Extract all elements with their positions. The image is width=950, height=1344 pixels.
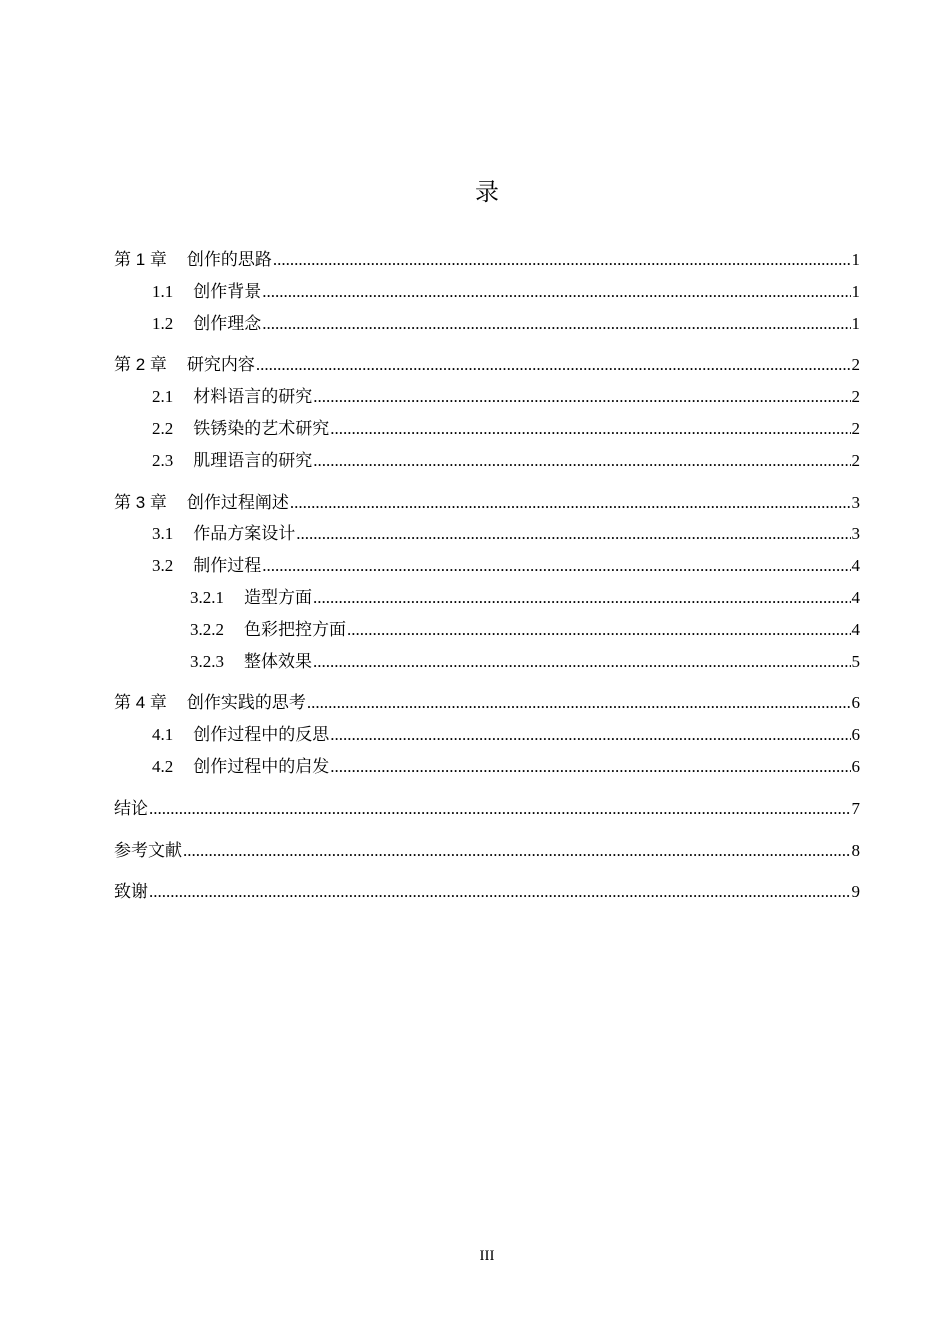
toc-entry-number: 第 4 章 [114,693,167,713]
toc-dot-leader [330,719,850,751]
toc-entry-page: 8 [851,840,860,860]
toc-entry-label: 肌理语言的研究 [193,450,313,470]
toc-entry-number: 第 2 章 [114,355,167,375]
toc-entry-label: 造型方面 [244,587,312,607]
toc-dot-leader [313,582,851,614]
toc-entry-number: 3.2.1 [190,587,224,607]
toc-entry-label: 创作的思路 [186,250,272,269]
toc-entry[interactable] [114,614,860,646]
toc-entry-number: 3.2 [152,556,174,576]
toc-entry-page: 1 [851,250,860,269]
toc-dot-leader [273,244,851,276]
page-title: 录 [475,180,499,206]
toc-entry-page: 9 [851,882,860,902]
toc-entry-page: 7 [851,798,860,818]
toc-entry-number: 1.1 [152,281,174,301]
toc-entry-label: 创作过程阐述 [186,492,289,512]
footer-page-number: III [479,1248,495,1264]
toc-entry[interactable] [114,276,860,308]
toc-entry[interactable] [114,793,860,825]
toc-entry-page: 6 [851,756,860,776]
toc-dot-leader [149,876,851,908]
toc-entry-label: 色彩把控方面 [244,619,346,639]
toc-entry-number: 3.1 [152,524,174,544]
toc-dot-leader [149,793,851,825]
toc-entry-label: 创作背景 [193,281,262,301]
toc-entry-label: 研究内容 [186,355,255,375]
toc-entry-label: 结论 [114,798,148,818]
toc-entry-label: 制作过程 [193,556,262,576]
toc-entry[interactable] [114,835,860,867]
toc-entry[interactable] [114,244,860,276]
toc-entry-number: 4.2 [152,756,174,776]
toc-dot-leader [330,751,850,783]
toc-entry-number: 第 3 章 [114,492,167,512]
toc-entry-number: 2.3 [152,450,174,470]
toc-dot-leader [262,276,850,308]
toc-dot-leader [313,646,851,678]
toc-entry[interactable] [114,876,860,908]
toc-entry-page: 4 [851,556,860,576]
toc-entry-label: 创作实践的思考 [186,693,306,713]
toc-entry-label: 作品方案设计 [193,524,296,544]
toc-entry-label: 参考文献 [114,840,182,860]
toc-dot-leader [290,487,851,519]
toc-entry[interactable] [114,349,860,381]
toc-dot-leader [313,381,850,413]
toc-dot-leader [256,349,851,381]
toc-entry-page: 2 [851,355,860,375]
toc-dot-leader [183,835,851,867]
toc-entry[interactable] [114,308,860,340]
toc-entry-page: 5 [851,651,860,671]
toc-entry-page: 3 [851,492,860,512]
toc-entry[interactable] [114,550,860,582]
toc-entry[interactable] [114,582,860,614]
toc-dot-leader [330,413,850,445]
toc-dot-leader [262,308,850,340]
toc-dot-leader [313,445,850,477]
toc-entry-label: 致谢 [114,882,148,902]
toc-dot-leader [296,518,850,550]
toc-entry[interactable] [114,445,860,477]
toc-entry-page: 4 [851,619,860,639]
toc-entry[interactable] [114,413,860,445]
toc-entry[interactable] [114,719,860,751]
toc-entry-number: 2.1 [152,387,174,407]
toc-entry-page: 2 [851,387,860,407]
toc-entry-page: 2 [851,418,860,438]
toc-entry[interactable] [114,687,860,719]
toc-entry-number: 3.2.3 [190,651,224,671]
toc-entry[interactable] [114,646,860,678]
toc-entry-page: 4 [851,587,860,607]
toc-entry-label: 创作过程中的启发 [193,756,330,776]
toc-entry-label: 材料语言的研究 [193,387,313,407]
toc-entry-number: 2.2 [152,418,174,438]
toc-entry-number: 3.2.2 [190,619,224,639]
toc-entry-number: 第 1 章 [114,250,167,269]
toc-dot-leader [347,614,851,646]
table-of-contents [114,244,860,908]
toc-entry-label: 整体效果 [244,651,312,671]
toc-dot-leader [307,687,851,719]
toc-entry-page: 3 [851,524,860,544]
toc-entry[interactable] [114,518,860,550]
toc-entry[interactable] [114,381,860,413]
toc-entry-page: 2 [851,450,860,470]
toc-entry[interactable] [114,487,860,519]
toc-entry[interactable] [114,751,860,783]
toc-entry-page: 6 [851,693,860,713]
toc-entry-label: 创作理念 [193,313,262,333]
toc-entry-number: 4.1 [152,725,174,745]
toc-entry-number: 1.2 [152,313,174,333]
toc-dot-leader [262,550,850,582]
toc-entry-page: 6 [851,725,860,745]
toc-entry-page: 1 [851,281,860,301]
toc-entry-label: 铁锈染的艺术研究 [193,418,330,438]
toc-entry-label: 创作过程中的反思 [193,725,330,745]
toc-entry-page: 1 [851,313,860,333]
